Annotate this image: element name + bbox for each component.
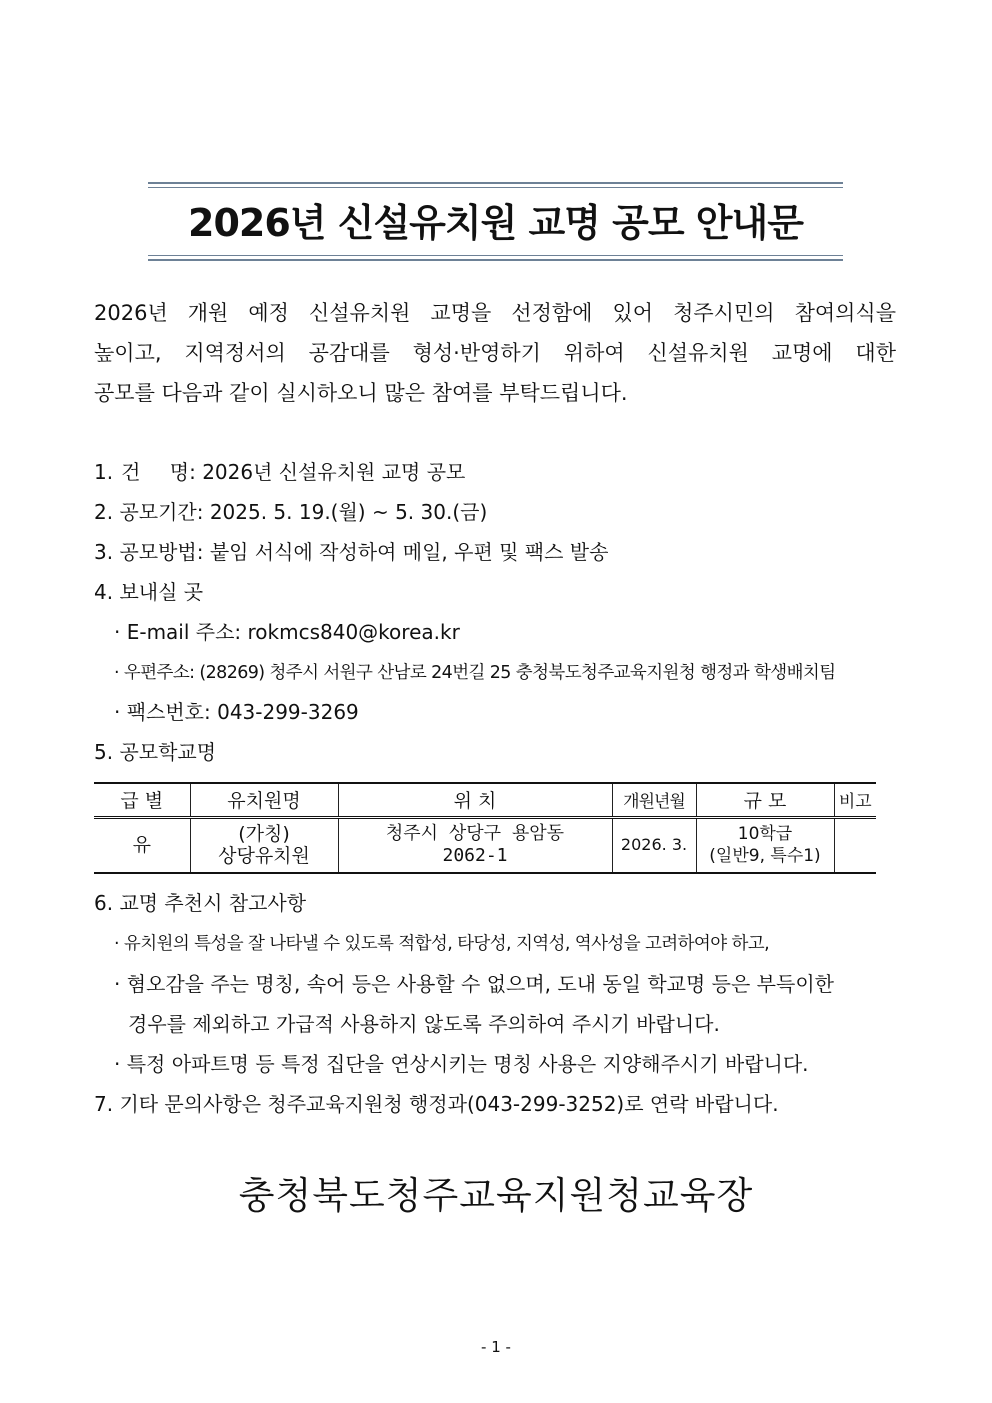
cell-name <box>190 817 338 873</box>
title-rule-top <box>148 182 843 184</box>
item-6-note-3: · 특정 아파트명 등 특정 집단을 연상시키는 명칭 사용은 지양해주시기 바랍니다. <box>114 1052 809 1076</box>
item-6-note-2: · 혐오감을 주는 명칭, 속어 등은 사용할 수 없으며, 도내 동일 학교명 등은 부득이한 <box>114 972 834 996</box>
table-row <box>94 817 876 873</box>
cell-name-line1: (가칭) <box>238 823 290 846</box>
item-1-number: 1. <box>94 460 114 484</box>
intro-line-1: 2026년 개원 예정 신설유치원 교명을 선정함에 있어 청주시민의 참여의식을 <box>94 301 896 325</box>
title-rule-top-thin <box>148 187 843 188</box>
cell-scale-line2: (일반9, 특수1) <box>709 846 821 867</box>
cell-grade: 유 <box>94 817 190 873</box>
intro-paragraph <box>94 293 896 413</box>
item-6: 6. 교명 추천시 참고사항 <box>94 891 307 915</box>
item-5: 5. 공모학교명 <box>94 740 217 764</box>
page-title: 2026년 신설유치원 교명 공모 안내문 <box>188 201 803 245</box>
header-open-date: 개원년월 <box>612 783 696 817</box>
cell-note <box>834 817 876 873</box>
item-4-fax: · 팩스번호: 043-299-3269 <box>114 700 359 724</box>
item-6-note-1: · 유치원의 특성을 잘 나타낼 수 있도록 적합성, 타당성, 지역성, 역사성을 고려하여야 하고, <box>114 934 770 954</box>
cell-location-line1: 청주시 상당구 용암동 <box>385 823 565 845</box>
title-rule-bottom-thin <box>148 255 843 256</box>
signature: 충청북도청주교육지원청교육장 <box>238 1174 754 1217</box>
school-table <box>94 782 876 874</box>
table-header-row <box>94 783 876 817</box>
item-7: 7. 기타 문의사항은 청주교육지원청 행정과(043-299-3252)로 연락 바랍니다. <box>94 1092 779 1116</box>
item-6-note-2-cont: 경우를 제외하고 가급적 사용하지 않도록 주의하여 주시기 바랍니다. <box>128 1012 720 1036</box>
cell-location-line2: 2062-1 <box>442 845 508 867</box>
item-2: 2. 공모기간: 2025. 5. 19.(월) ~ 5. 30.(금) <box>94 500 488 524</box>
header-name: 유치원명 <box>190 783 338 817</box>
item-4-email: · E-mail 주소: rokmcs840@korea.kr <box>114 620 460 644</box>
cell-location <box>338 817 612 873</box>
intro-line-3: 공모를 다음과 같이 실시하오니 많은 참여를 부탁드립니다. <box>94 381 628 405</box>
cell-scale <box>696 817 834 873</box>
item-4-address: · 우편주소: (28269) 청주시 서원구 산남로 24번길 25 충청북도청주교육지원청 행정과 학생배치팀 <box>114 663 836 683</box>
item-3: 3. 공모방법: 붙임 서식에 작성하여 메일, 우편 및 팩스 발송 <box>94 540 609 564</box>
item-1-label: 건 명 <box>121 460 190 484</box>
cell-open-date: 2026. 3. <box>612 817 696 873</box>
item-4: 4. 보내실 곳 <box>94 580 204 604</box>
header-location: 위 치 <box>338 783 612 817</box>
item-1-value: : 2026년 신설유치원 교명 공모 <box>189 460 466 484</box>
header-note: 비고 <box>834 783 876 817</box>
page-number: - 1 - <box>481 1338 511 1356</box>
intro-line-2: 높이고, 지역정서의 공감대를 형성·반영하기 위하여 신설유치원 교명에 대한 <box>94 341 896 365</box>
header-scale: 규 모 <box>696 783 834 817</box>
header-grade: 급 별 <box>94 783 190 817</box>
title-rule-bottom <box>148 259 843 261</box>
cell-name-line2: 상당유치원 <box>218 845 310 868</box>
item-1 <box>94 457 465 487</box>
cell-scale-line1: 10학급 <box>737 824 793 845</box>
